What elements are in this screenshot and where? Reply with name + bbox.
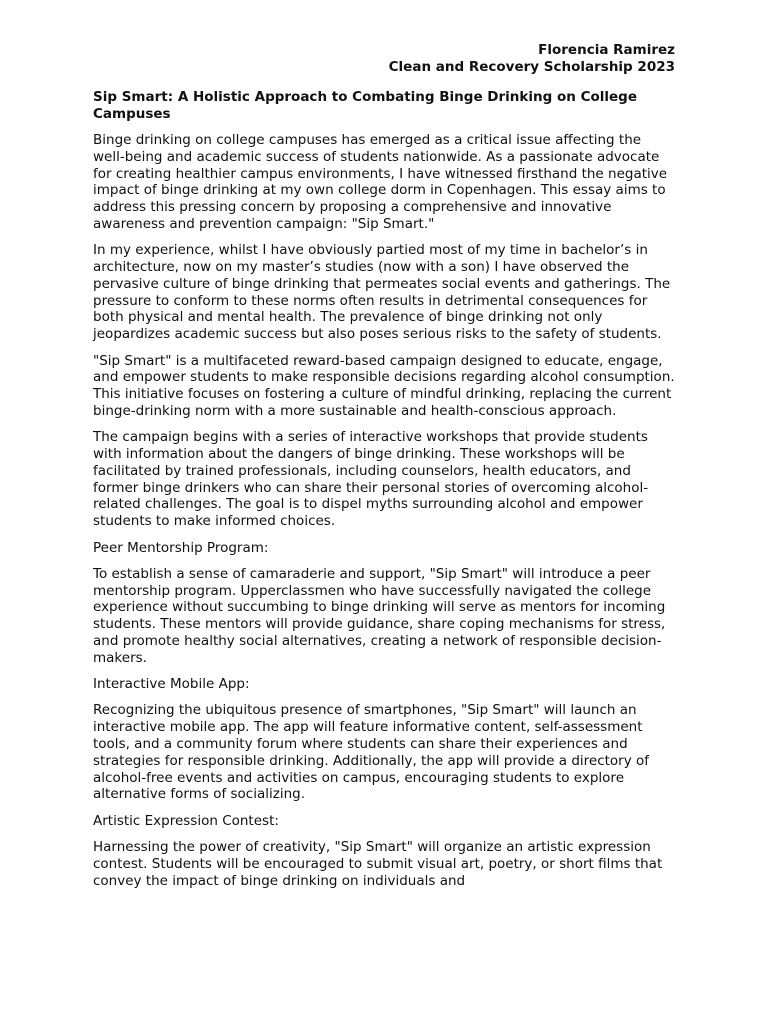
paragraph-experience: In my experience, whilst I have obviously partied most of my time in bachelor’s in architecture, now on my master’s studies (now with a son) I have observed the pervasive culture of binge drinking that permeates social events and gatherings. The pressure to conform to these norms often results in detrimental consequences for both physical and mental health. The prevalence of binge drinking not only jeopardizes academic success but also poses serious risks to the safety of students. <box>93 242 671 343</box>
paragraph-introduction: Binge drinking on college campuses has emerged as a critical issue affecting the well-being and academic success of students nationwide. As a passionate advocate for creating healthier campus environments, I have witnessed firsthand the negative impact of binge drinking at my own college dorm in Copenhagen. This essay aims to address this pressing concern by proposing a comprehensive and innovative awareness and prevention campaign: "Sip Smart." <box>93 132 668 232</box>
scholarship-name: Clean and Recovery Scholarship 2023 <box>388 59 675 75</box>
paragraph-artistic-contest: Harnessing the power of creativity, "Sip Smart" will organize an artistic expression contest. Students will be encouraged to submit visual art, poetry, or short films that convey the impact of binge drinking on individuals and <box>93 838 663 889</box>
section-heading-mobile-app: Interactive Mobile App: <box>93 676 250 693</box>
document-header <box>93 42 675 76</box>
section-heading-peer-mentorship: Peer Mentorship Program: <box>93 539 269 556</box>
paragraph-campaign-overview: "Sip Smart" is a multifaceted reward-based campaign designed to educate, engage, and empower students to make responsible decisions regarding alcohol consumption. This initiative focuses on fostering a culture of mindful drinking, replacing the current binge-drinking norm with a more sustainable and health-conscious approach. <box>93 352 675 419</box>
section-heading-artistic-contest: Artistic Expression Contest: <box>93 812 279 829</box>
essay-title: Sip Smart: A Holistic Approach to Combating Binge Drinking on College Campuses <box>93 89 637 122</box>
essay-body <box>93 132 675 889</box>
paragraph-peer-mentorship: To establish a sense of camaraderie and support, "Sip Smart" will introduce a peer mentorship program. Upperclassmen who have successfully navigated the college experience without succumbing to binge drinking will serve as mentors for incoming students. These mentors will provide guidance, share coping mechanisms for stress, and promote healthy social alternatives, creating a network of responsible decision-makers. <box>93 565 666 666</box>
paragraph-mobile-app: Recognizing the ubiquitous presence of smartphones, "Sip Smart" will launch an interactive mobile app. The app will feature informative content, self-assessment tools, and a community forum where students can share their experiences and strategies for responsible drinking. Additionally, the app will provide a directory of alcohol-free events and activities on campus, encouraging students to explore alternative forms of socializing. <box>93 702 650 803</box>
paragraph-workshops: The campaign begins with a series of interactive workshops that provide students with information about the dangers of binge drinking. These workshops will be facilitated by trained professionals, including counselors, health educators, and former binge drinkers who can share their personal stories of overcoming alcohol-related challenges. The goal is to dispel myths surrounding alcohol and empower students to make informed choices. <box>93 429 649 530</box>
author-name: Florencia Ramirez <box>538 42 675 58</box>
